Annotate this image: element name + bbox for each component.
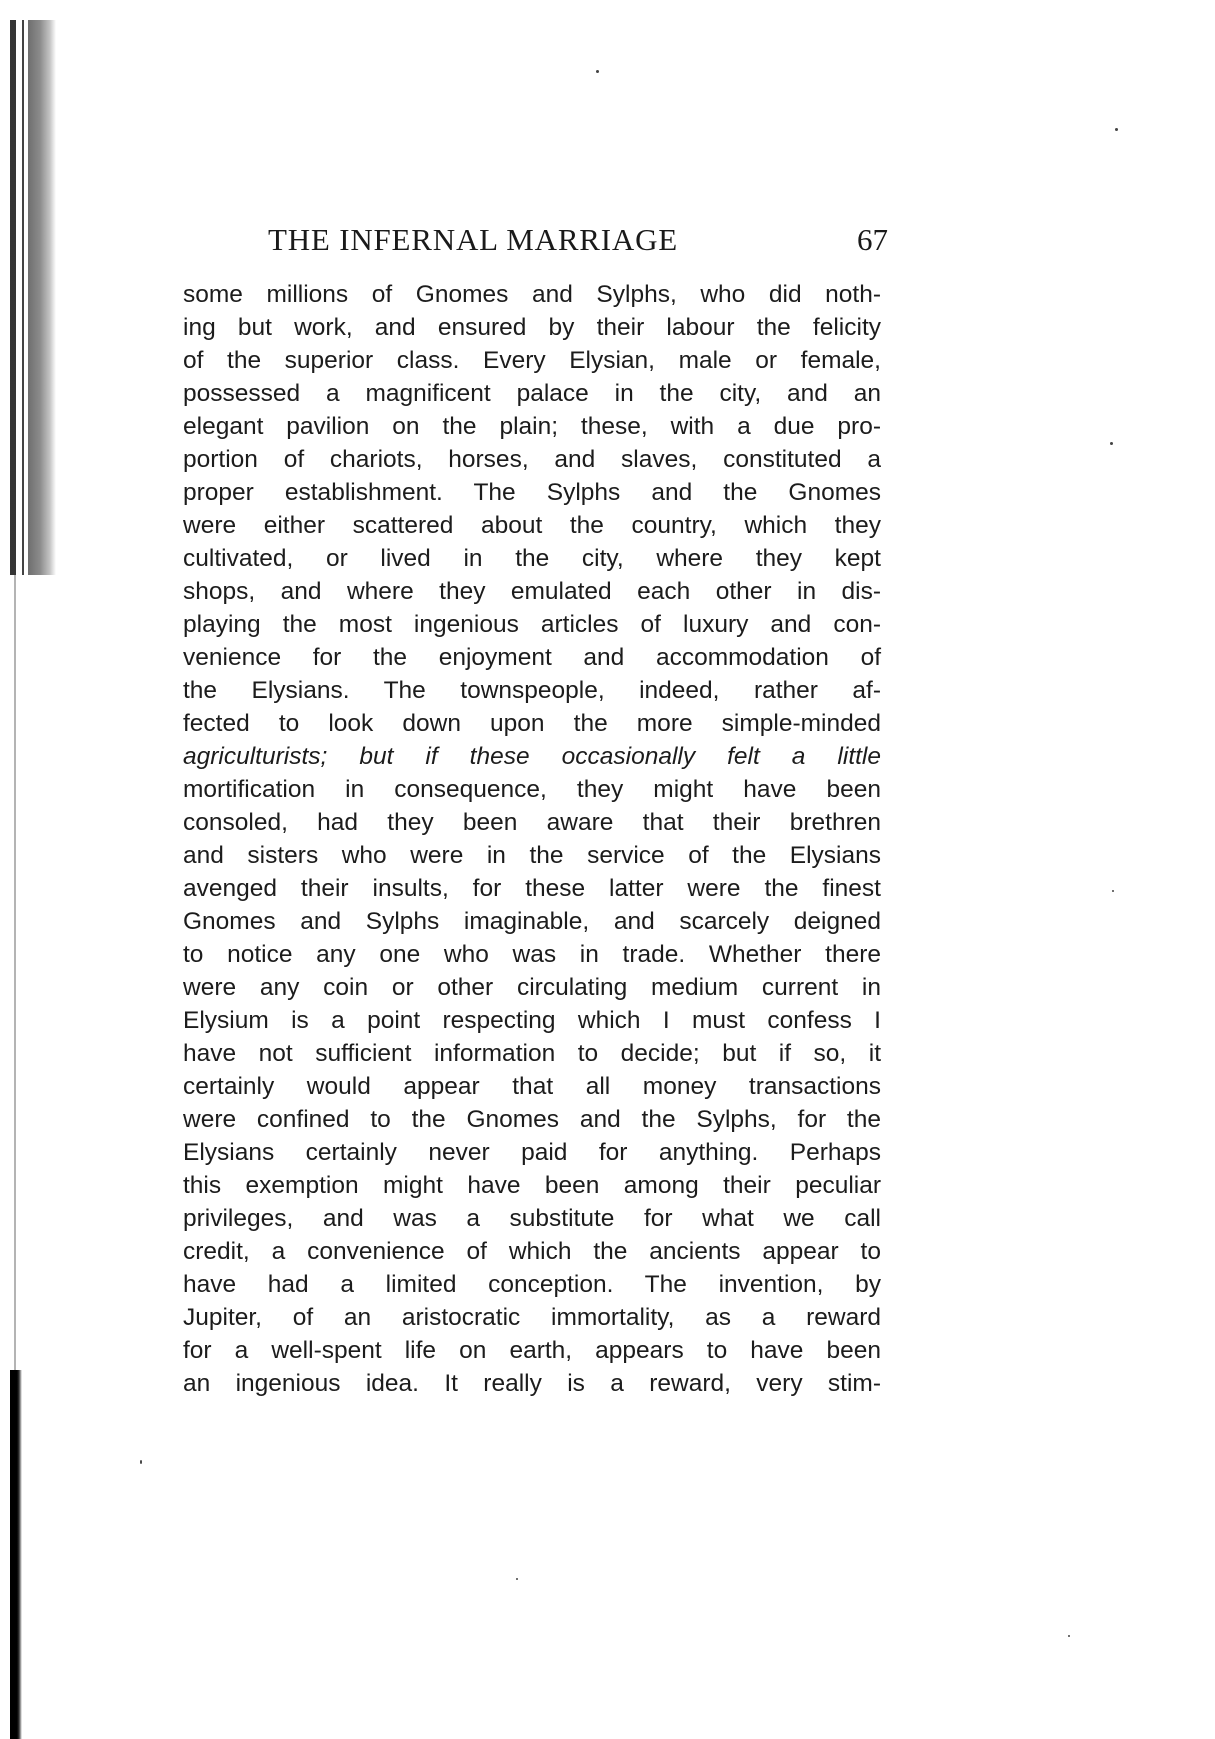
text-line: playing the most ingenious articles of luxury and con- <box>183 611 881 638</box>
scan-speck <box>1110 442 1113 445</box>
text-line: were either scattered about the country, which they <box>183 512 881 539</box>
scanned-binding-edge-lower <box>10 1370 22 1739</box>
page-header <box>268 222 888 262</box>
text-line: have had a limited conception. The invention, by <box>183 1271 881 1298</box>
text-line: shops, and where they emulated each other in dis- <box>183 578 881 605</box>
page-number: 67 <box>857 222 888 257</box>
text-line: Elysium is a point respecting which I must confess I <box>183 1007 881 1034</box>
running-title: THE INFERNAL MARRIAGE <box>268 222 679 257</box>
text-line: possessed a magnificent palace in the city, and an <box>183 380 881 407</box>
text-line: avenged their insults, for these latter were the finest <box>183 875 881 902</box>
text-line: ing but work, and ensured by their labour the felicity <box>183 314 881 341</box>
text-line: elegant pavilion on the plain; these, with a due pro- <box>183 413 881 440</box>
text-line: cultivated, or lived in the city, where they kept <box>183 545 881 572</box>
scan-speck <box>1115 128 1118 131</box>
scan-speck <box>140 1460 142 1464</box>
text-line: privileges, and was a substitute for what we call <box>183 1205 881 1232</box>
scan-speck <box>596 70 599 73</box>
text-line: Elysians certainly never paid for anything. Perhaps <box>183 1139 881 1166</box>
text-line: some millions of Gnomes and Sylphs, who did noth- <box>183 281 881 308</box>
body-paragraph <box>183 278 881 1400</box>
text-line: the Elysians. The townspeople, indeed, rather af- <box>183 677 881 704</box>
text-line: and sisters who were in the service of the Elysians <box>183 842 881 869</box>
text-line: of the superior class. Every Elysian, male or female, <box>183 347 881 374</box>
text-line: this exemption might have been among their peculiar <box>183 1172 881 1199</box>
scan-speck <box>516 1578 518 1580</box>
text-line: Gnomes and Sylphs imaginable, and scarcely deigned <box>183 908 881 935</box>
text-line: proper establishment. The Sylphs and the Gnomes <box>183 479 881 506</box>
scan-speck <box>1068 1635 1070 1637</box>
scan-speck <box>1112 890 1114 892</box>
text-line: an ingenious idea. It really is a reward, very stim- <box>183 1370 881 1397</box>
text-line: to notice any one who was in trade. Whether there <box>183 941 881 968</box>
text-line: Jupiter, of an aristocratic immortality, as a reward <box>183 1304 881 1331</box>
text-line: portion of chariots, horses, and slaves, constituted a <box>183 446 881 473</box>
text-line: were any coin or other circulating medium current in <box>183 974 881 1001</box>
text-line: consoled, had they been aware that their brethren <box>183 809 881 836</box>
text-line: certainly would appear that all money transactions <box>183 1073 881 1100</box>
text-line: for a well-spent life on earth, appears to have been <box>183 1337 881 1364</box>
scanned-binding-edge <box>10 20 56 575</box>
text-line: credit, a convenience of which the ancients appear to <box>183 1238 881 1265</box>
text-line: mortification in consequence, they might have been <box>183 776 881 803</box>
text-line: venience for the enjoyment and accommodation of <box>183 644 881 671</box>
text-line: have not sufficient information to decide; but if so, it <box>183 1040 881 1067</box>
text-line: were confined to the Gnomes and the Sylphs, for the <box>183 1106 881 1133</box>
scanned-binding-line <box>14 575 16 1375</box>
text-line: fected to look down upon the more simple-minded <box>183 710 881 737</box>
text-line: agriculturists; but if these occasionally felt a little <box>183 743 881 770</box>
